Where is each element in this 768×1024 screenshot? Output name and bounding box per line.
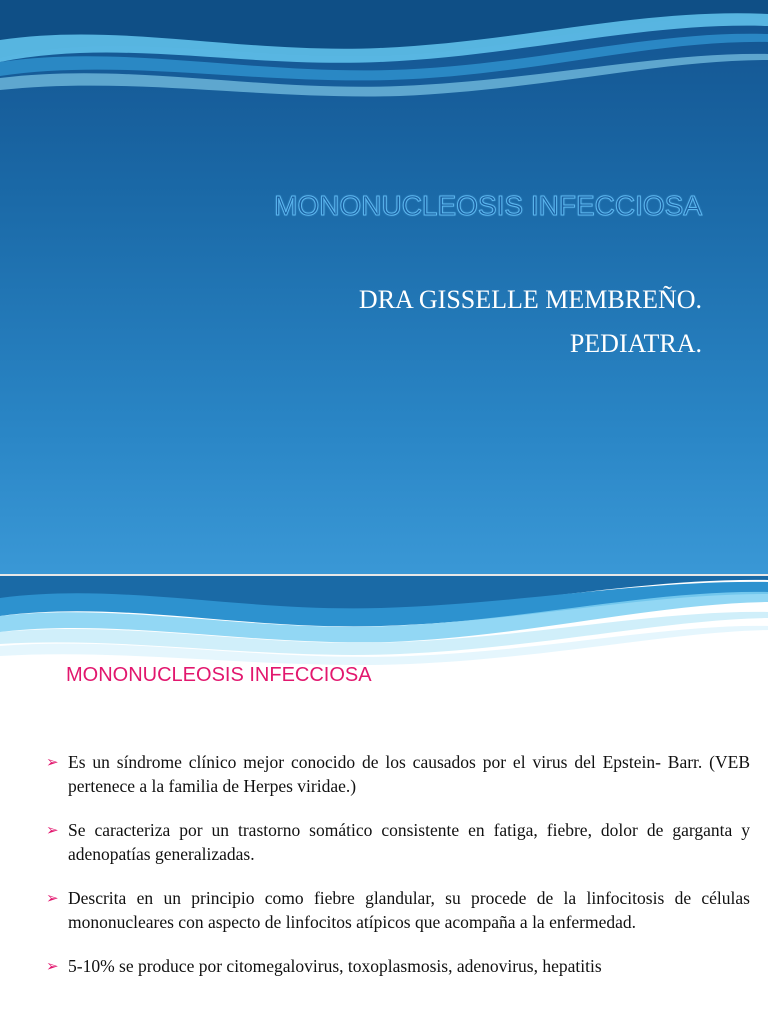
- arrow-bullet-icon: ➢: [46, 957, 59, 975]
- arrow-bullet-icon: ➢: [46, 889, 59, 907]
- bullet-text: Se caracteriza por un trastorno somático consistente en fatiga, fiebre, dolor de garganta y adenopatías generalizadas.: [68, 820, 750, 864]
- arrow-bullet-icon: ➢: [46, 821, 59, 839]
- list-item: [46, 750, 750, 798]
- presenter-info: [359, 278, 702, 366]
- list-item: [46, 886, 750, 934]
- slide-title: MONONUCLEOSIS INFECCIOSA: [274, 190, 702, 221]
- bullet-text: Descrita en un principio como fiebre glandular, su procede de la linfocitosis de células mononucleares con aspecto de linfocitos atípicos que acompaña a la enfermedad.: [68, 888, 750, 932]
- content-slide: [0, 576, 768, 1024]
- bullet-text: 5-10% se produce por citomegalovirus, toxoplasmosis, adenovirus, hepatitis: [68, 956, 602, 976]
- list-item: [46, 954, 750, 978]
- wave-decoration: [0, 576, 768, 671]
- slide-divider: [0, 574, 768, 576]
- list-item: [46, 818, 750, 866]
- bullet-text: Es un síndrome clínico mejor conocido de los causados por el virus del Epstein- Barr. (VEB pertenece a la familia de Herpes viridae.): [68, 752, 750, 796]
- bullet-list: [46, 750, 750, 998]
- presenter-name: DRA GISSELLE MEMBREÑO.: [358, 285, 702, 314]
- presenter-role: PEDIATRA.: [569, 329, 702, 358]
- arrow-bullet-icon: ➢: [46, 753, 59, 771]
- wave-decoration: [0, 0, 768, 110]
- slide-title: MONONUCLEOSIS INFECCIOSA: [66, 664, 372, 686]
